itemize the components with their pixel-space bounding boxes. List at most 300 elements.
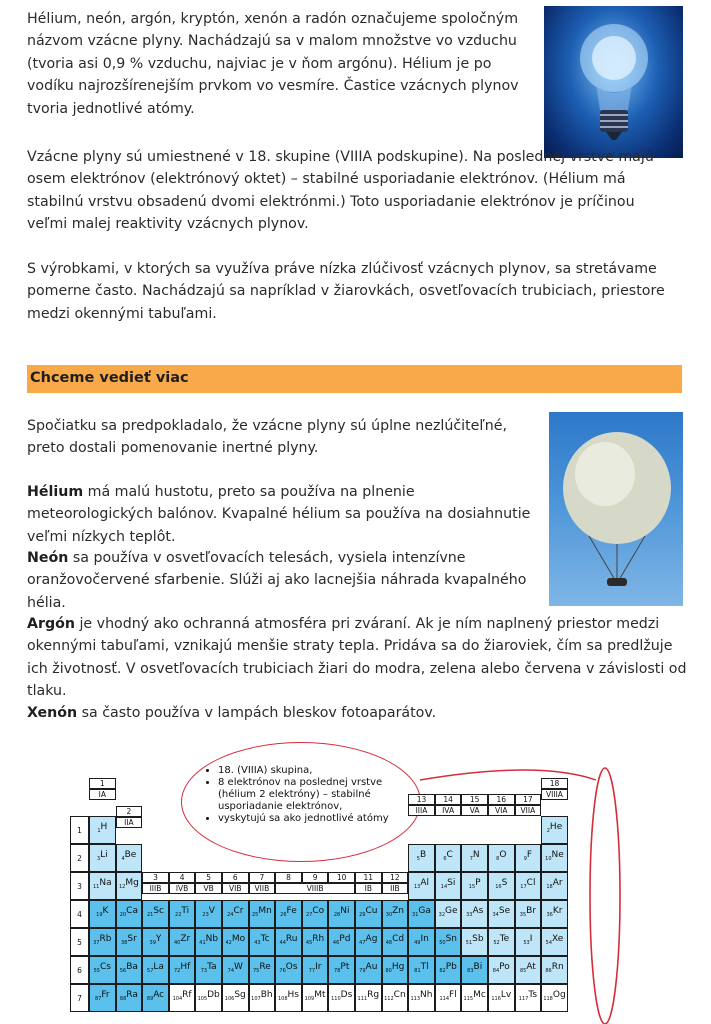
period-label: 5 bbox=[70, 928, 89, 956]
element-symbol: $_{27}$Co bbox=[306, 906, 325, 918]
atomic-number: 15 bbox=[468, 883, 476, 890]
group-label: VIIB bbox=[249, 883, 276, 894]
atomic-number: 23 bbox=[202, 911, 209, 918]
element-symbol: $_2$He bbox=[546, 822, 563, 834]
atomic-number: 56 bbox=[119, 967, 127, 974]
element-P bbox=[461, 872, 488, 900]
group-label: IIA bbox=[116, 817, 143, 828]
element-Re bbox=[249, 956, 276, 984]
atomic-number: 40 bbox=[173, 939, 181, 946]
element-Sb bbox=[461, 928, 488, 956]
group-number: 2 bbox=[116, 806, 143, 817]
element-Ca bbox=[116, 900, 143, 928]
atomic-number: 74 bbox=[227, 967, 235, 974]
period-label: 4 bbox=[70, 900, 89, 928]
atomic-number: 51 bbox=[465, 939, 473, 946]
element-symbol: $_7$N bbox=[469, 850, 480, 862]
atomic-number: 112 bbox=[384, 995, 394, 1002]
element-Cr bbox=[222, 900, 249, 928]
element-symbol: $_{74}$W bbox=[227, 962, 243, 974]
atomic-number: 34 bbox=[492, 911, 499, 918]
group-label: VIA bbox=[488, 805, 515, 816]
atomic-number: 81 bbox=[414, 967, 421, 974]
atomic-number: 22 bbox=[175, 911, 182, 918]
group-number: 13 bbox=[408, 794, 435, 805]
group-label: IVB bbox=[169, 883, 196, 894]
element-Al bbox=[408, 872, 435, 900]
element-Hf bbox=[169, 956, 196, 984]
element-symbol: $_{82}$Pb bbox=[439, 962, 457, 974]
element-Mn bbox=[249, 900, 276, 928]
section-title: Chceme vedieť viac bbox=[30, 370, 189, 386]
element-Pd bbox=[328, 928, 355, 956]
atomic-number: 48 bbox=[385, 939, 393, 946]
atomic-number: 7 bbox=[469, 855, 473, 862]
group-number: 10 bbox=[328, 872, 355, 883]
element-Y bbox=[142, 928, 169, 956]
element-Kr bbox=[541, 900, 568, 928]
atomic-number: 88 bbox=[119, 995, 127, 1002]
group-number: 18 bbox=[541, 778, 568, 789]
atomic-number: 87 bbox=[94, 995, 102, 1002]
element-symbol: $_{75}$Re bbox=[253, 962, 271, 974]
element-symbol: $_{13}$Al bbox=[413, 878, 429, 890]
atomic-number: 53 bbox=[523, 939, 530, 946]
element-Cl bbox=[515, 872, 542, 900]
element-symbol: $_{85}$At bbox=[519, 962, 536, 974]
group-number: 5 bbox=[195, 872, 222, 883]
element-Bi bbox=[461, 956, 488, 984]
atomic-number: 108 bbox=[277, 995, 288, 1002]
argon-term: Argón bbox=[27, 616, 75, 632]
element-Mg bbox=[116, 872, 143, 900]
element-Mc bbox=[461, 984, 488, 1012]
element-symbol: $_{113}$Nh bbox=[410, 990, 433, 1002]
intro-paragraph-1: Hélium, neón, argón, kryptón, xenón a radón označujeme spoločným názvom vzácne plyny. Nachádzajú sa v malom množstve vo vzduchu (tvoria asi 0,9 % vzduchu, najviac je v ňom argónu). Hélium je po vodíku najrozšírenejším prvkom vo vesmíre. Častice vzácnych plynov tvoria jednotlivé atómy. bbox=[27, 11, 519, 117]
element-symbol: $_5$B bbox=[416, 850, 427, 862]
element-Fl bbox=[435, 984, 462, 1012]
neon-paragraph bbox=[27, 547, 542, 614]
element-symbol: $_{30}$Zn bbox=[385, 906, 405, 918]
atomic-number: 4 bbox=[121, 855, 125, 862]
element-symbol: $_{15}$P bbox=[468, 878, 481, 890]
element-C bbox=[435, 844, 462, 872]
group-number: 17 bbox=[515, 794, 542, 805]
element-symbol: $_{55}$Cs bbox=[93, 962, 111, 974]
element-symbol: $_{14}$Si bbox=[440, 878, 456, 890]
atomic-number: 38 bbox=[120, 939, 128, 946]
element-symbol: $_{18}$Ar bbox=[546, 878, 563, 890]
atomic-number: 6 bbox=[443, 855, 447, 862]
element-Rg bbox=[355, 984, 382, 1012]
atomic-number: 54 bbox=[545, 939, 553, 946]
element-symbol: $_{116}$Lv bbox=[491, 990, 512, 1002]
atomic-number: 89 bbox=[146, 995, 154, 1002]
element-Og bbox=[541, 984, 568, 1012]
element-Sc bbox=[142, 900, 169, 928]
element-symbol: $_9$F bbox=[523, 850, 533, 862]
group-label: IVA bbox=[435, 805, 462, 816]
element-symbol: $_{87}$Fr bbox=[94, 990, 110, 1002]
element-symbol: $_{76}$Os bbox=[279, 962, 298, 974]
element-O bbox=[488, 844, 515, 872]
element-Tc bbox=[249, 928, 276, 956]
element-symbol: $_{77}$Ir bbox=[308, 962, 322, 974]
atomic-number: 45 bbox=[305, 939, 313, 946]
group-label: IB bbox=[355, 883, 382, 894]
element-V bbox=[195, 900, 222, 928]
argon-text: je vhodný ako ochranná atmosféra pri zváraní. Ak je ním naplnený priestor medzi okennými tabuľami, vznikajú menšie straty tepla. Pridáva sa do žiaroviek, čím sa predlžuje ich životnosť. V osvetľovacích trubiciach žiari do modra, zelena alebo červena v závislosti od tlaku. bbox=[27, 616, 687, 700]
element-Xe bbox=[541, 928, 568, 956]
atomic-number: 114 bbox=[439, 995, 450, 1002]
element-Tl bbox=[408, 956, 435, 984]
element-symbol: $_{114}$Fl bbox=[439, 990, 457, 1002]
atomic-number: 1 bbox=[97, 827, 101, 834]
atomic-number: 32 bbox=[438, 911, 446, 918]
element-symbol: $_{22}$Ti bbox=[175, 906, 190, 918]
element-symbol: $_{25}$Mn bbox=[251, 906, 272, 918]
group-number: 14 bbox=[435, 794, 462, 805]
group-label: VIIIA bbox=[541, 789, 568, 800]
element-Na bbox=[89, 872, 116, 900]
element-symbol: $_{44}$Ru bbox=[279, 934, 298, 946]
element-Rf bbox=[169, 984, 196, 1012]
element-symbol: $_{47}$Ag bbox=[359, 934, 378, 946]
atomic-number: 26 bbox=[280, 911, 287, 918]
element-Br bbox=[515, 900, 542, 928]
element-symbol: $_{32}$Ge bbox=[438, 906, 458, 918]
element-symbol: $_{118}$Og bbox=[543, 990, 566, 1002]
element-Hg bbox=[382, 956, 409, 984]
element-Fr bbox=[89, 984, 116, 1012]
element-symbol: $_{89}$Ac bbox=[146, 990, 165, 1002]
element-symbol: $_{10}$Ne bbox=[545, 850, 564, 862]
element-symbol: $_{34}$Se bbox=[492, 906, 511, 918]
atomic-number: 8 bbox=[496, 855, 500, 862]
atomic-number: 20 bbox=[119, 911, 127, 918]
element-Ba bbox=[116, 956, 143, 984]
group-number: 7 bbox=[249, 872, 276, 883]
atomic-number: 57 bbox=[147, 967, 154, 974]
group-number: 11 bbox=[355, 872, 382, 883]
group-label: VIB bbox=[222, 883, 249, 894]
atomic-number: 11 bbox=[92, 883, 100, 890]
noble-gas-callout bbox=[181, 742, 421, 862]
atomic-number: 79 bbox=[359, 967, 366, 974]
element-symbol: $_{107}$Bh bbox=[251, 990, 273, 1002]
atomic-number: 24 bbox=[227, 911, 234, 918]
atomic-number: 76 bbox=[279, 967, 286, 974]
group-number: 4 bbox=[169, 872, 196, 883]
atomic-number: 12 bbox=[118, 883, 126, 890]
atomic-number: 110 bbox=[331, 995, 341, 1002]
element-symbol: $_6$C bbox=[443, 850, 453, 862]
atomic-number: 83 bbox=[467, 967, 474, 974]
atomic-number: 10 bbox=[545, 855, 552, 862]
element-Rb bbox=[89, 928, 116, 956]
group-label: VIIIB bbox=[275, 883, 355, 894]
element-Be bbox=[116, 844, 143, 872]
atomic-number: 49 bbox=[414, 939, 421, 946]
callout-item-1: • 18. (VIIIA) skupina, bbox=[218, 765, 420, 777]
atomic-number: 21 bbox=[146, 911, 154, 918]
period-label: 3 bbox=[70, 872, 89, 900]
element-symbol: $_{54}$Xe bbox=[545, 934, 564, 946]
element-Rh bbox=[302, 928, 329, 956]
element-symbol: $_{41}$Nb bbox=[199, 934, 219, 946]
atomic-number: 85 bbox=[519, 967, 527, 974]
xenon-term: Xenón bbox=[27, 705, 78, 721]
element-I bbox=[515, 928, 542, 956]
element-Po bbox=[488, 956, 515, 984]
element-Hs bbox=[275, 984, 302, 1012]
atomic-number: 14 bbox=[440, 883, 448, 890]
element-Te bbox=[488, 928, 515, 956]
element-symbol: $_{111}$Rg bbox=[357, 990, 380, 1002]
group-label: VA bbox=[461, 805, 488, 816]
element-Sn bbox=[435, 928, 462, 956]
element-symbol: $_{24}$Cr bbox=[227, 906, 244, 918]
element-symbol: $_{31}$Ga bbox=[412, 906, 431, 918]
element-symbol: $_{110}$Ds bbox=[331, 990, 353, 1002]
atomic-number: 13 bbox=[413, 883, 421, 890]
element-Ts bbox=[515, 984, 542, 1012]
atomic-number: 18 bbox=[546, 883, 553, 890]
atomic-number: 84 bbox=[492, 967, 500, 974]
neon-term: Neón bbox=[27, 550, 69, 566]
element-symbol: $_{72}$Hf bbox=[173, 962, 191, 974]
element-Pb bbox=[435, 956, 462, 984]
atomic-number: 30 bbox=[385, 911, 393, 918]
element-Nb bbox=[195, 928, 222, 956]
element-symbol: $_{78}$Pt bbox=[334, 962, 350, 974]
element-Sr bbox=[116, 928, 143, 956]
element-Bh bbox=[249, 984, 276, 1012]
element-Li bbox=[89, 844, 116, 872]
element-symbol: $_{86}$Rn bbox=[545, 962, 564, 974]
atomic-number: 39 bbox=[149, 939, 156, 946]
element-symbol: $_{84}$Po bbox=[492, 962, 510, 974]
element-Ni bbox=[328, 900, 355, 928]
atomic-number: 36 bbox=[546, 911, 553, 918]
element-symbol: $_{40}$Zr bbox=[173, 934, 191, 946]
atomic-number: 80 bbox=[385, 967, 392, 974]
group-number: 12 bbox=[382, 872, 409, 883]
element-symbol: $_{28}$Ni bbox=[333, 906, 350, 918]
atomic-number: 115 bbox=[463, 995, 474, 1002]
element-symbol: $_{35}$Br bbox=[519, 906, 537, 918]
atomic-number: 117 bbox=[518, 995, 529, 1002]
element-symbol: $_{17}$Cl bbox=[520, 878, 536, 890]
element-B bbox=[408, 844, 435, 872]
atomic-number: 113 bbox=[410, 995, 421, 1002]
element-symbol: $_{43}$Tc bbox=[254, 934, 270, 946]
element-symbol: $_{83}$Bi bbox=[467, 962, 483, 974]
element-symbol: $_1$H bbox=[97, 822, 108, 834]
element-Pt bbox=[328, 956, 355, 984]
element-symbol: $_{33}$As bbox=[466, 906, 484, 918]
element-Ra bbox=[116, 984, 143, 1012]
element-symbol: $_{52}$Te bbox=[493, 934, 510, 946]
element-symbol: $_{39}$Y bbox=[149, 934, 162, 946]
element-W bbox=[222, 956, 249, 984]
element-symbol: $_{20}$Ca bbox=[119, 906, 138, 918]
element-symbol: $_4$Be bbox=[121, 850, 137, 862]
element-Ac bbox=[142, 984, 169, 1012]
element-S bbox=[488, 872, 515, 900]
group-number: 15 bbox=[461, 794, 488, 805]
element-Zn bbox=[382, 900, 409, 928]
element-Ds bbox=[328, 984, 355, 1012]
element-symbol: $_{117}$Ts bbox=[518, 990, 538, 1002]
element-Ge bbox=[435, 900, 462, 928]
element-symbol: $_{115}$Mc bbox=[463, 990, 486, 1002]
helium-term: Hélium bbox=[27, 484, 84, 500]
group-label: IIB bbox=[382, 883, 409, 894]
weather-balloon-image bbox=[549, 412, 683, 606]
element-symbol: $_{21}$Sc bbox=[146, 906, 164, 918]
element-Cu bbox=[355, 900, 382, 928]
atomic-number: 9 bbox=[523, 855, 527, 862]
period-label: 6 bbox=[70, 956, 89, 984]
atomic-number: 118 bbox=[543, 995, 553, 1002]
element-symbol: $_{88}$Ra bbox=[119, 990, 138, 1002]
element-Fe bbox=[275, 900, 302, 928]
atomic-number: 19 bbox=[96, 911, 103, 918]
helium-text: má malú hustotu, preto sa používa na plnenie meteorologických balónov. Kvapalné hélium sa používa na dosiahnutie veľmi nízkych teplôt. bbox=[27, 484, 531, 545]
atomic-number: 16 bbox=[495, 883, 502, 890]
element-symbol: $_{11}$Na bbox=[92, 878, 112, 890]
element-symbol: $_8$O bbox=[496, 850, 507, 862]
element-Cs bbox=[89, 956, 116, 984]
group-number: 9 bbox=[302, 872, 329, 883]
argon-paragraph bbox=[27, 613, 687, 703]
light-bulb-image bbox=[544, 6, 683, 158]
element-He bbox=[541, 816, 568, 844]
element-symbol: $_{109}$Mt bbox=[304, 990, 326, 1002]
periodic-table bbox=[68, 740, 628, 1024]
atomic-number: 86 bbox=[545, 967, 552, 974]
callout-item-3: • vyskytujú sa ako jednotlivé atómy bbox=[218, 813, 420, 825]
atomic-number: 37 bbox=[93, 939, 100, 946]
callout-item-2: • 8 elektrónov na poslednej vrstve (hélium 2 elektróny) – stabilné usporiadanie elektrónov, bbox=[218, 777, 420, 813]
atomic-number: 5 bbox=[416, 855, 420, 862]
element-K bbox=[89, 900, 116, 928]
element-In bbox=[408, 928, 435, 956]
element-symbol: $_{26}$Fe bbox=[280, 906, 297, 918]
atomic-number: 105 bbox=[197, 995, 208, 1002]
element-symbol: $_{29}$Cu bbox=[359, 906, 378, 918]
atomic-number: 77 bbox=[308, 967, 316, 974]
element-symbol: $_{104}$Rf bbox=[172, 990, 192, 1002]
element-symbol: $_{12}$Mg bbox=[118, 878, 139, 890]
element-symbol: $_{46}$Pd bbox=[332, 934, 351, 946]
element-symbol: $_{80}$Hg bbox=[385, 962, 405, 974]
atomic-number: 17 bbox=[520, 883, 527, 890]
element-symbol: $_{56}$Ba bbox=[119, 962, 138, 974]
element-Zr bbox=[169, 928, 196, 956]
element-symbol: $_{37}$Rb bbox=[93, 934, 112, 946]
element-H bbox=[89, 816, 116, 844]
element-Au bbox=[355, 956, 382, 984]
atomic-number: 43 bbox=[254, 939, 261, 946]
group-number: 8 bbox=[275, 872, 302, 883]
element-symbol: $_{51}$Sb bbox=[465, 934, 484, 946]
element-symbol: $_{16}$S bbox=[495, 878, 508, 890]
element-Cn bbox=[382, 984, 409, 1012]
element-symbol: $_{106}$Sg bbox=[224, 990, 246, 1002]
atomic-number: 46 bbox=[332, 939, 340, 946]
element-symbol: $_{112}$Cn bbox=[384, 990, 406, 1002]
atomic-number: 72 bbox=[173, 967, 181, 974]
atomic-number: 25 bbox=[251, 911, 259, 918]
element-Lv bbox=[488, 984, 515, 1012]
group-label: VIIA bbox=[515, 805, 542, 816]
atomic-number: 52 bbox=[493, 939, 500, 946]
atomic-number: 55 bbox=[93, 967, 100, 974]
neon-text: sa používa v osvetľovacích telesách, vysiela intenzívne oranžovočervené sfarbenie. Slúži aj ako lacnejšia náhrada kvapalného hélia. bbox=[27, 550, 527, 611]
element-Se bbox=[488, 900, 515, 928]
section-header bbox=[27, 365, 682, 393]
element-symbol: $_3$Li bbox=[96, 850, 108, 862]
intro-paragraph-2: Vzácne plyny sú umiestnené v 18. skupine (VIIIA podskupine). Na poslednej vrstve majú osem elektrónov (elektrónový oktet) – stabilné usporiadanie elektrónov. (Hélium má stabilnú vrstvu obsadenú dvomi elektrónmi.) Toto usporiadanie elektrónov je príčinou veľmi malej reaktivity vzácnych plynov. bbox=[27, 149, 654, 233]
element-symbol: $_{79}$Au bbox=[359, 962, 378, 974]
element-Rn bbox=[541, 956, 568, 984]
atomic-number: 35 bbox=[519, 911, 527, 918]
xenon-paragraph bbox=[27, 702, 627, 724]
group-number: 3 bbox=[142, 872, 169, 883]
atomic-number: 2 bbox=[546, 827, 550, 834]
more-paragraph-1: Spočiatku sa predpokladalo, že vzácne plyny sú úplne nezlúčiteľné, preto dostali pomenovanie inertné plyny. bbox=[27, 418, 507, 457]
atomic-number: 78 bbox=[334, 967, 341, 974]
atomic-number: 27 bbox=[306, 911, 313, 918]
element-Ir bbox=[302, 956, 329, 984]
element-symbol: $_{81}$Tl bbox=[414, 962, 429, 974]
element-At bbox=[515, 956, 542, 984]
xenon-text: sa často používa v lampách bleskov fotoaparátov. bbox=[77, 705, 437, 721]
group-number: 1 bbox=[89, 778, 116, 789]
atomic-number: 50 bbox=[439, 939, 446, 946]
group-label: IA bbox=[89, 789, 116, 800]
element-Ar bbox=[541, 872, 568, 900]
element-Ga bbox=[408, 900, 435, 928]
atomic-number: 28 bbox=[333, 911, 341, 918]
element-symbol: $_{108}$Hs bbox=[277, 990, 299, 1002]
group-label: IIIB bbox=[142, 883, 169, 894]
atomic-number: 106 bbox=[224, 995, 235, 1002]
atomic-number: 82 bbox=[439, 967, 446, 974]
element-symbol: $_{53}$I bbox=[523, 934, 533, 946]
element-Sg bbox=[222, 984, 249, 1012]
element-Ta bbox=[195, 956, 222, 984]
atomic-number: 47 bbox=[359, 939, 366, 946]
element-symbol: $_{50}$Sn bbox=[439, 934, 457, 946]
element-Os bbox=[275, 956, 302, 984]
group-label: VB bbox=[195, 883, 222, 894]
element-La bbox=[142, 956, 169, 984]
element-symbol: $_{105}$Db bbox=[197, 990, 220, 1002]
group-number: 6 bbox=[222, 872, 249, 883]
element-symbol: $_{42}$Mo bbox=[225, 934, 246, 946]
atomic-number: 107 bbox=[251, 995, 261, 1002]
atomic-number: 75 bbox=[253, 967, 260, 974]
group-label: IIIA bbox=[408, 805, 435, 816]
element-symbol: $_{45}$Rh bbox=[305, 934, 325, 946]
period-label: 2 bbox=[70, 844, 89, 872]
element-Ne bbox=[541, 844, 568, 872]
element-Ru bbox=[275, 928, 302, 956]
element-symbol: $_{38}$Sr bbox=[120, 934, 137, 946]
